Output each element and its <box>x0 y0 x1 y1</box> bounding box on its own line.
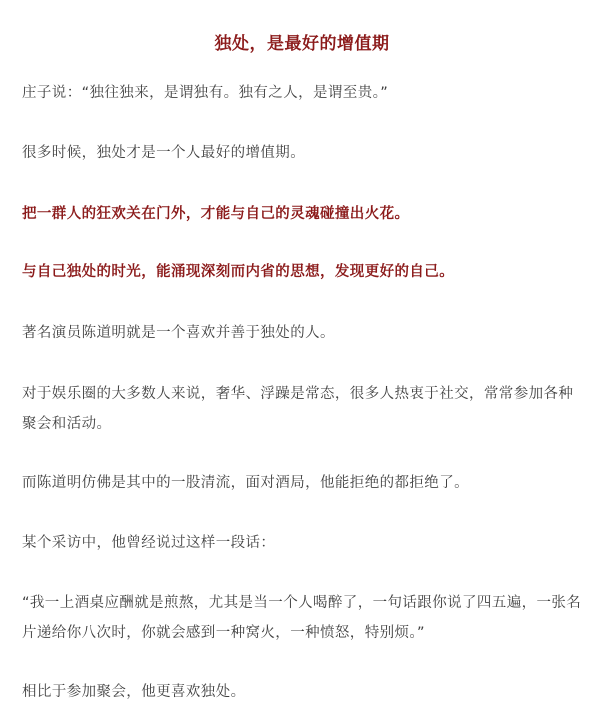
paragraph-interview-quote: “我一上酒桌应酬就是煎熬，尤其是当一个人喝醉了，一句话跟你说了四五遍，一张名片递给你八次时，你就会感到一种窝火，一种愤怒，特别烦。” <box>22 595 582 641</box>
paragraph-emphasis-better-self: 与自己独处的时光，能涌现深刻而内省的思想，发现更好的自己。 <box>22 264 455 280</box>
paragraph-chen-daoming-intro: 著名演员陈道明就是一个喜欢并善于独处的人。 <box>22 325 335 341</box>
article-title: 独处，是最好的增值期 <box>214 34 390 55</box>
paragraph-prefers-solitude: 相比于参加聚会，他更喜欢独处。 <box>22 684 246 700</box>
paragraph-clear-stream: 而陈道明仿佛是其中的一股清流，面对酒局，他能拒绝的都拒绝了。 <box>22 475 469 491</box>
paragraph-interview-intro: 某个采访中，他曾经说过这样一段话： <box>22 535 276 551</box>
paragraph-emphasis-soul: 把一群人的狂欢关在门外，才能与自己的灵魂碰撞出火花。 <box>22 206 410 222</box>
paragraph-zhuangzi-quote: 庄子说：“独往独来，是谓独有。独有之人，是谓至贵。” <box>22 85 389 101</box>
paragraph-value-period: 很多时候，独处才是一个人最好的增值期。 <box>22 145 306 161</box>
paragraph-entertainment-industry: 对于娱乐圈的大多数人来说，奢华、浮躁是常态，很多人热衷于社交，常常参加各种聚会和活动。 <box>22 386 574 432</box>
